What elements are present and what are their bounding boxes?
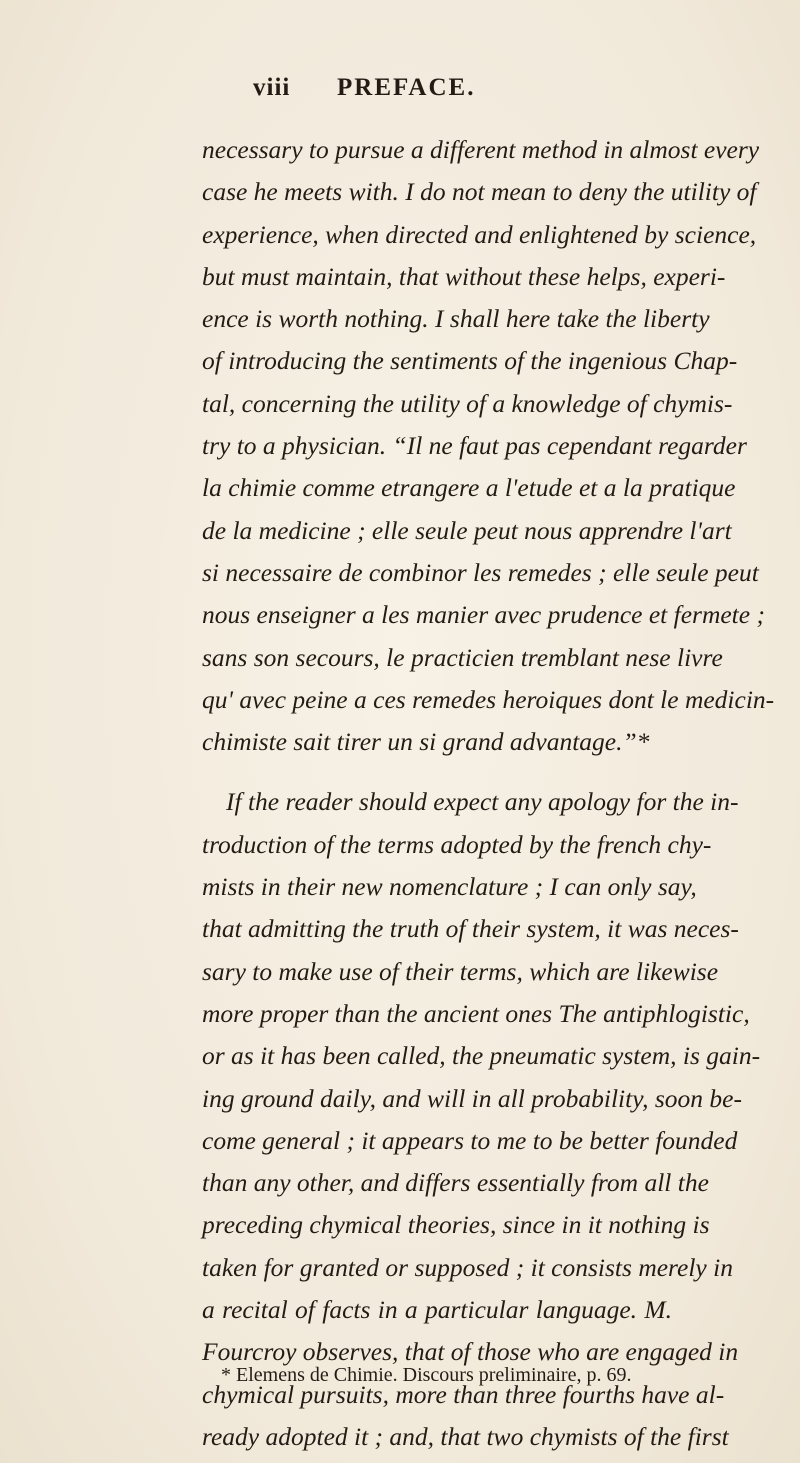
text-line: mists in their new nomenclature ; I can only say,	[202, 872, 697, 902]
text-line: ing ground daily, and will in all probability, soon be-	[202, 1083, 742, 1113]
text-line: case he meets with. I do not mean to deny the utility of	[202, 177, 757, 207]
text-line: preceding chymical theories, since in it nothing is	[202, 1210, 710, 1240]
text-line: but must maintain, that without these helps, experi-	[202, 261, 726, 291]
text-line: that admitting the truth of their system, it was neces-	[202, 914, 739, 944]
text-line: experience, when directed and enlightened by science,	[202, 219, 757, 249]
text-line: try to a physician. “Il ne faut pas cependant regarder	[202, 431, 747, 461]
text-line: chymical pursuits, more than three fourths have al-	[202, 1379, 725, 1409]
text-line: sans son secours, le practicien tremblant nese livre	[202, 642, 723, 672]
text-line: ence is worth nothing. I shall here take the liberty	[202, 304, 710, 334]
text-line: tal, concerning the utility of a knowledge of chymis-	[202, 388, 733, 418]
text-line: necessary to pursue a different method in almost every	[202, 135, 760, 164]
text-line: sary to make use of their terms, which are likewise	[202, 956, 719, 986]
text-line: si necessaire de combinor les remedes ; elle seule peut	[202, 557, 759, 587]
text-line: chimiste sait tirer un si grand advantage.”*	[202, 727, 650, 757]
text-line: more proper than the ancient ones The antiphlogistic,	[202, 998, 750, 1028]
text-line: a recital of facts in a particular language. M.	[202, 1295, 672, 1325]
text-line: la chimie comme etrangere a l'etude et a la pratique	[202, 473, 736, 503]
text-line: than any other, and differs essentially from all the	[202, 1168, 709, 1198]
running-head: PREFACE.	[337, 74, 476, 101]
text-line: ready adopted it ; and, that two chymists of the first	[202, 1421, 729, 1451]
footnote: * Elemens de Chimie. Discours preliminaire, p. 69.	[221, 1364, 632, 1386]
text-line: taken for granted or supposed ; it consists merely in	[202, 1252, 733, 1282]
text-line: If the reader should expect any apology for the in-	[226, 787, 739, 817]
text-line: come general ; it appears to me to be better founded	[202, 1125, 738, 1155]
paragraph-2	[202, 781, 761, 1458]
paragraph-1	[202, 129, 775, 763]
body-text	[202, 129, 775, 1458]
text-line: of introducing the sentiments of the ingenious Chap-	[202, 346, 738, 376]
text-line: de la medicine ; elle seule peut nous apprendre l'art	[202, 515, 732, 545]
text-line: Fourcroy observes, that of those who are engaged in	[202, 1337, 739, 1367]
text-line: nous enseigner a les manier avec prudence et fermete ;	[202, 600, 765, 630]
text-line: or as it has been called, the pneumatic system, is gain-	[202, 1041, 761, 1071]
text-line: qu' avec peine a ces remedes heroiques dont le medicin-	[202, 684, 775, 714]
paragraph-gap	[202, 763, 672, 781]
page-header	[0, 74, 800, 114]
page-number: viii	[253, 74, 291, 101]
text-line: troduction of the terms adopted by the french chy-	[202, 829, 712, 859]
